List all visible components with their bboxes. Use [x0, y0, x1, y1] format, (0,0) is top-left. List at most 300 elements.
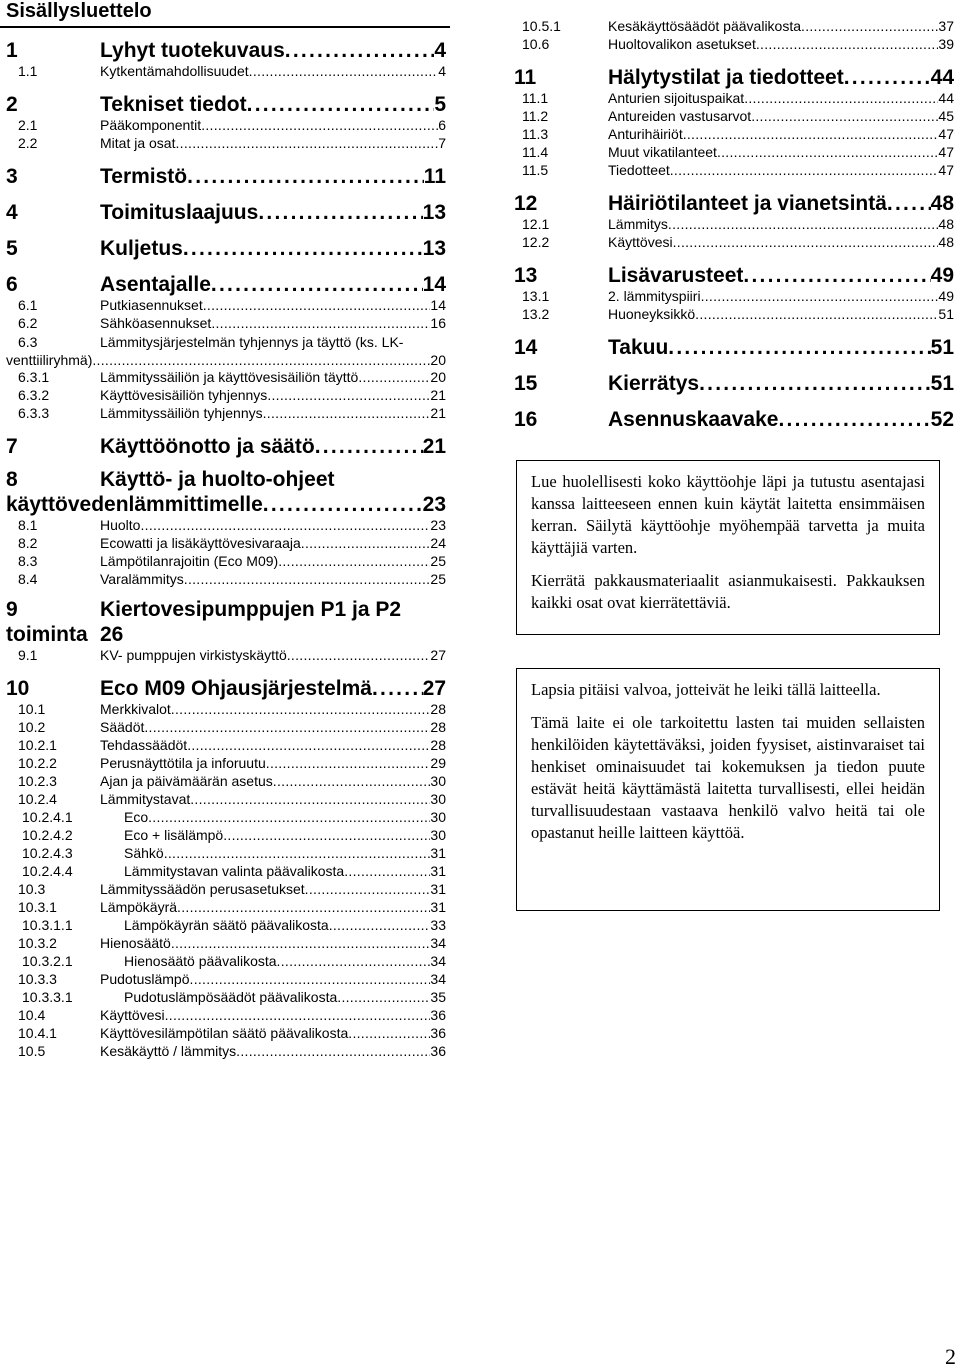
- entry-number: 6.3.1: [18, 369, 50, 385]
- toc-entry[interactable]: [6, 755, 446, 773]
- toc-entry[interactable]: [6, 1007, 446, 1025]
- leader-dots: [717, 144, 938, 160]
- entry-title: Termistö: [100, 165, 188, 188]
- entry-number: 13: [514, 264, 538, 287]
- leader-dots: [315, 435, 423, 459]
- entry-number: 10.3.1.1: [22, 917, 73, 933]
- entry-page: 52: [930, 408, 954, 431]
- toc-entry[interactable]: [6, 917, 446, 935]
- entry-page: 27: [430, 647, 446, 663]
- toc-entry[interactable]: [6, 30, 446, 63]
- toc-entry[interactable]: [6, 989, 446, 1007]
- entry-number: 10.2.4: [18, 791, 57, 807]
- toc-entry[interactable]: [6, 845, 446, 863]
- entry-page: 28: [430, 719, 446, 735]
- leader-dots: [266, 755, 431, 771]
- entry-page: 20: [430, 352, 446, 368]
- entry-title: Lyhyt tuotekuvaus: [100, 39, 285, 62]
- entry-number: 12: [514, 192, 538, 215]
- entry-number: 10.6: [522, 36, 550, 52]
- entry-page: 25: [430, 553, 446, 569]
- toc-entry[interactable]: [6, 153, 446, 189]
- toc-entry[interactable]: [514, 162, 954, 180]
- entry-title: Putkiasennukset: [100, 297, 203, 313]
- entry-page: 34: [430, 935, 446, 951]
- entry-page: 31: [430, 881, 446, 897]
- leader-dots: [267, 387, 430, 403]
- leader-dots: [247, 93, 435, 117]
- entry-number: 12.1: [522, 216, 550, 232]
- leader-dots: [148, 809, 430, 825]
- entry-title: Merkkivalot: [100, 701, 171, 717]
- entry-number: 10.1: [18, 701, 46, 717]
- toc-entry[interactable]: [6, 517, 446, 535]
- entry-title: Takuu: [608, 336, 669, 359]
- entry-page: 28: [430, 737, 446, 753]
- toc-entry[interactable]: [6, 225, 446, 261]
- toc-entry[interactable]: [6, 571, 446, 589]
- entry-number: 13.2: [522, 306, 550, 322]
- leader-dots: [329, 917, 431, 933]
- toc-entry[interactable]: [6, 315, 446, 333]
- toc-left-column: [6, 30, 446, 1061]
- toc-entry[interactable]: [6, 1025, 446, 1043]
- entry-number: 4: [6, 201, 18, 224]
- toc-entry[interactable]: [6, 261, 446, 297]
- entry-title: Tekniset tiedot: [100, 93, 247, 116]
- toc-entry[interactable]: [6, 597, 446, 647]
- entry-page: 11: [423, 165, 446, 188]
- leader-dots: [211, 273, 423, 297]
- entry-number: 10.2.3: [18, 773, 57, 789]
- leader-dots: [201, 117, 438, 133]
- entry-number: 15: [514, 372, 538, 395]
- entry-page: 21: [430, 387, 446, 403]
- entry-page: 49: [938, 288, 954, 304]
- entry-title: Asentajalle: [100, 273, 211, 296]
- entry-page: 4: [438, 63, 446, 79]
- entry-title: Anturihäiriöt: [608, 126, 683, 142]
- leader-dots: [211, 315, 430, 331]
- entry-page: 28: [430, 701, 446, 717]
- notice-paragraph: Lue huolellisesti koko käyttöohje läpi ja tutustu asentajasi kanssa laitteeseen ennen kuin käytät laitetta ensimmäisen kerran. Säilytä käyttöohje myöhempää tarvetta ja muita käyttäjiä varten.: [531, 472, 925, 557]
- entry-title: Pudotuslämpö: [100, 971, 190, 987]
- entry-page: 33: [430, 917, 446, 933]
- entry-title: Lämmityssäädön perusasetukset: [100, 881, 305, 897]
- entry-number: 11.2: [522, 108, 549, 124]
- entry-number: 10.3.2.1: [22, 953, 73, 969]
- leader-dots: [701, 288, 939, 304]
- leader-dots: [699, 372, 931, 396]
- entry-number: 8.2: [18, 535, 38, 551]
- entry-number: 10.4: [18, 1007, 46, 1023]
- leader-dots: [285, 39, 435, 63]
- entry-number: 3: [6, 165, 18, 188]
- entry-page: 4: [434, 39, 446, 62]
- leader-dots: [263, 492, 423, 517]
- entry-title: Käyttövesisäiliön tyhjennys: [100, 387, 268, 403]
- leader-dots: [348, 1025, 430, 1041]
- toc-entry[interactable]: [6, 791, 446, 809]
- leader-dots: [273, 773, 431, 789]
- toc-entry[interactable]: [514, 288, 954, 306]
- entry-page: 30: [430, 791, 446, 807]
- entry-title: Eco + lisälämpö: [124, 827, 224, 843]
- entry-number: 2.2: [18, 135, 38, 151]
- notice-paragraph: Kierrätä pakkausmateriaalit asianmukaisesti. Pakkauksen kaikki osat ovat kierrätettäviä.: [531, 571, 925, 612]
- entry-page: 34: [430, 971, 446, 987]
- toc-entry[interactable]: [6, 297, 446, 315]
- entry-number: 10.5.1: [522, 18, 561, 34]
- entry-title: Lämmitys: [608, 216, 668, 232]
- entry-number: 16: [514, 408, 538, 431]
- entry-title: Lämmitystavan valinta päävalikosta: [124, 863, 345, 879]
- toc-entry[interactable]: [6, 953, 446, 971]
- entry-number: 9.1: [18, 647, 38, 663]
- entry-number: 10.3.3: [18, 971, 57, 987]
- toc-entry[interactable]: [514, 108, 954, 126]
- leader-dots: [743, 264, 930, 288]
- entry-title: Kesäkäyttösäädöt päävalikosta: [608, 18, 802, 34]
- toc-entry[interactable]: [6, 773, 446, 791]
- leader-dots: [801, 18, 938, 34]
- toc-entry[interactable]: [6, 881, 446, 899]
- entry-title: Hienosäätö: [100, 935, 171, 951]
- entry-number: 10.2.1: [18, 737, 57, 753]
- entry-page: 14: [430, 297, 446, 313]
- entry-page: 30: [430, 773, 446, 789]
- entry-page: 21: [430, 405, 446, 421]
- toc-entry[interactable]: [6, 117, 446, 135]
- entry-page: 48: [938, 234, 954, 250]
- leader-dots: [673, 234, 939, 250]
- entry-title: Eco M09 Ohjausjärjestelmä: [100, 677, 372, 700]
- entry-title: Anturien sijoituspaikat: [608, 90, 745, 106]
- leader-dots: [92, 351, 430, 369]
- entry-page: 31: [430, 845, 446, 861]
- entry-page: 31: [430, 899, 446, 915]
- toc-entry[interactable]: [6, 423, 446, 459]
- toc-entry[interactable]: [6, 405, 446, 423]
- entry-number: 1: [6, 39, 18, 62]
- leader-dots: [372, 677, 423, 701]
- toc-entry[interactable]: [6, 369, 446, 387]
- entry-title: Lämpökäyrä: [100, 899, 178, 915]
- leader-dots: [183, 237, 423, 261]
- entry-title: Lisävarusteet: [608, 264, 744, 287]
- entry-number: 6.3.3: [18, 405, 50, 421]
- toc-entry[interactable]: [514, 324, 954, 360]
- entry-number: 10.3.3.1: [22, 989, 73, 1005]
- entry-title: Hienosäätö päävalikosta: [124, 953, 277, 969]
- entry-page: 39: [938, 36, 954, 52]
- toc-entry[interactable]: [6, 863, 446, 881]
- entry-number: 6.1: [18, 297, 38, 313]
- entry-number: 1.1: [18, 63, 38, 79]
- toc-entry[interactable]: [6, 737, 446, 755]
- toc-title: Sisällysluettelo: [6, 0, 152, 22]
- entry-title: Sähköasennukset: [100, 315, 212, 331]
- leader-dots: [751, 108, 938, 124]
- entry-page: 47: [938, 162, 954, 178]
- leader-dots: [683, 126, 939, 142]
- entry-title: Lämmityssäiliön tyhjennys: [100, 405, 263, 421]
- toc-right-column: [514, 18, 954, 432]
- entry-number: 10.2.2: [18, 755, 57, 771]
- toc-entry[interactable]: [514, 234, 954, 252]
- leader-dots: [668, 216, 939, 232]
- toc-entry[interactable]: [6, 647, 446, 665]
- entry-page: 25: [430, 571, 446, 587]
- page-number: 2: [945, 1344, 956, 1369]
- entry-page: 29: [430, 755, 446, 771]
- leader-dots: [287, 647, 431, 663]
- leader-dots: [278, 553, 430, 569]
- toc-entry[interactable]: [6, 809, 446, 827]
- leader-dots: [670, 162, 939, 178]
- entry-title: Käyttövesi: [608, 234, 673, 250]
- entry-page: 44: [938, 90, 954, 106]
- entry-number: 8.3: [18, 553, 38, 569]
- entry-number: 10.5: [18, 1043, 46, 1059]
- entry-title: Huolto: [100, 517, 141, 533]
- entry-title: Käyttö- ja huolto-ohjeet: [100, 468, 335, 491]
- leader-dots: [187, 737, 430, 753]
- entry-number: 13.1: [522, 288, 550, 304]
- leader-dots: [844, 66, 931, 90]
- entry-page: 47: [938, 126, 954, 142]
- leader-dots: [175, 135, 438, 151]
- entry-number: 10.2.4.1: [22, 809, 73, 825]
- entry-title: Ajan ja päivämäärän asetus: [100, 773, 273, 789]
- leader-dots: [887, 192, 931, 216]
- toc-entry[interactable]: [514, 18, 954, 36]
- entry-title: Lämmitystavat: [100, 791, 191, 807]
- notice-box-safety: [516, 668, 940, 911]
- entry-number: 2.1: [18, 117, 38, 133]
- entry-title: Säädöt: [100, 719, 145, 735]
- toc-entry[interactable]: [514, 36, 954, 54]
- entry-number: 11: [514, 66, 537, 89]
- entry-title: Kiertovesipumppujen P1 ja P2: [100, 598, 402, 621]
- entry-number: 10.2.4.2: [22, 827, 73, 843]
- entry-title-cont: venttiiliryhmä): [6, 352, 93, 368]
- entry-title: Lämmitysjärjestelmän tyhjennys ja täyttö (ks. LK-: [100, 334, 404, 350]
- toc-entry[interactable]: [6, 553, 446, 571]
- entry-title: Käyttövesilämpötilan säätö päävalikosta: [100, 1025, 349, 1041]
- leader-dots: [140, 517, 430, 533]
- entry-number: 11.3: [522, 126, 549, 142]
- entry-page: 51: [938, 306, 954, 322]
- entry-number: 8: [6, 468, 18, 491]
- entry-number: 8.4: [18, 571, 38, 587]
- leader-dots: [171, 935, 431, 951]
- entry-page: 24: [430, 535, 446, 551]
- entry-number: 12.2: [522, 234, 550, 250]
- entry-number: 11.4: [522, 144, 549, 160]
- entry-title: Lämmityssäiliön ja käyttövesisäiliön täyttö: [100, 369, 359, 385]
- entry-title: Huoneyksikkö: [608, 306, 696, 322]
- toc-entry[interactable]: [514, 90, 954, 108]
- toc-entry[interactable]: [514, 126, 954, 144]
- entry-page: 23: [430, 517, 446, 533]
- leader-dots: [277, 953, 431, 969]
- leader-dots: [190, 971, 431, 987]
- entry-number: 6.2: [18, 315, 38, 331]
- entry-title: Perusnäyttötila ja inforuutu: [100, 755, 266, 771]
- leader-dots: [778, 408, 930, 432]
- notice-box-reading: [516, 460, 940, 635]
- leader-dots: [171, 701, 431, 717]
- toc-entry[interactable]: [6, 535, 446, 553]
- entry-number: 10.4.1: [18, 1025, 57, 1041]
- entry-number: 6.3.2: [18, 387, 50, 403]
- entry-page: 30: [430, 827, 446, 843]
- entry-title: Varalämmitys: [100, 571, 184, 587]
- entry-page: 16: [430, 315, 446, 331]
- entry-title: Eco: [124, 809, 149, 825]
- entry-number: 2: [6, 93, 18, 116]
- leader-dots: [203, 297, 431, 313]
- toc-entry[interactable]: [6, 1043, 446, 1061]
- entry-title: Kytkentämahdollisuudet: [100, 63, 249, 79]
- toc-entry[interactable]: [514, 360, 954, 396]
- entry-page: 13: [422, 201, 446, 224]
- toc-entry[interactable]: [6, 63, 446, 81]
- entry-number: 5: [6, 237, 18, 260]
- leader-dots: [184, 571, 431, 587]
- entry-title: Käyttövesi: [100, 1007, 165, 1023]
- entry-page: 6: [438, 117, 446, 133]
- entry-page: 34: [430, 953, 446, 969]
- leader-dots: [344, 863, 430, 879]
- toc-entry[interactable]: [6, 189, 446, 225]
- toc-entry[interactable]: [514, 306, 954, 324]
- entry-title: Lämpötilanrajoitin (Eco M09): [100, 553, 279, 569]
- entry-title: Pudotuslämpösäädöt päävalikosta: [124, 989, 338, 1005]
- entry-number: 6.3: [18, 334, 38, 350]
- entry-page: 36: [430, 1043, 446, 1059]
- toc-entry[interactable]: [6, 135, 446, 153]
- entry-number: 8.1: [18, 517, 38, 533]
- leader-dots: [744, 90, 938, 106]
- leader-dots: [263, 405, 431, 421]
- entry-title: Tiedotteet: [608, 162, 670, 178]
- leader-dots: [337, 989, 430, 1005]
- entry-number: 14: [514, 336, 538, 359]
- entry-number: 11.1: [522, 90, 549, 106]
- entry-title-cont: käyttövedenlämmittimelle: [6, 493, 263, 516]
- toc-entry[interactable]: [6, 827, 446, 845]
- entry-title: Kuljetus: [100, 237, 183, 260]
- entry-page: 49: [930, 264, 954, 287]
- entry-number: 11.5: [522, 162, 549, 178]
- entry-page: 44: [930, 66, 954, 89]
- toc-entry[interactable]: [6, 387, 446, 405]
- entry-number: 10.2: [18, 719, 46, 735]
- entry-page: 23: [422, 493, 446, 516]
- toc-entry[interactable]: [6, 971, 446, 989]
- entry-page: 47: [938, 144, 954, 160]
- entry-title: Sähkö: [124, 845, 164, 861]
- leader-dots: [358, 369, 430, 385]
- leader-dots: [301, 535, 431, 551]
- entry-number: 9: [6, 598, 18, 621]
- entry-page: 13: [422, 237, 446, 260]
- entry-number: 7: [6, 435, 18, 458]
- entry-title: Antureiden vastusarvot: [608, 108, 752, 124]
- leader-dots: [144, 719, 430, 735]
- entry-title: Lämpökäyrän säätö päävalikosta: [124, 917, 329, 933]
- entry-number: 10: [6, 677, 30, 700]
- entry-title: 2. lämmityspiiri: [608, 288, 701, 304]
- toc-entry[interactable]: [514, 216, 954, 234]
- toc-entry[interactable]: [6, 81, 446, 117]
- toc-entry[interactable]: [514, 252, 954, 288]
- entry-title: Tehdassäädöt: [100, 737, 188, 753]
- toc-entry[interactable]: [6, 899, 446, 917]
- toc-entry[interactable]: [6, 701, 446, 719]
- entry-title: Mitat ja osat: [100, 135, 176, 151]
- entry-title-cont: toiminta: [6, 623, 88, 646]
- entry-page: 31: [430, 863, 446, 879]
- toc-entry[interactable]: [6, 467, 446, 517]
- leader-dots: [165, 1007, 431, 1023]
- toc-entry[interactable]: [6, 935, 446, 953]
- toc-entry[interactable]: [514, 144, 954, 162]
- entry-title: Muut vikatilanteet: [608, 144, 717, 160]
- leader-dots: [305, 881, 431, 897]
- entry-title: Kesäkäyttö / lämmitys: [100, 1043, 237, 1059]
- notice-paragraph: Tämä laite ei ole tarkoitettu lasten tai muiden sellaisten henkilöiden käytettäväksi, joiden fyysiset, aistinvaraiset tai henkiset ominaisuudet tai kokemuksen ja tiedon puute estävät heitä käyttämästä laitetta turvallisesti, ellei heidän turvallisuudestaan vastaava henkilö valvo heitä tai ole opastanut heille laitteen käyttöä.: [531, 713, 925, 842]
- entry-page: 48: [938, 216, 954, 232]
- entry-page: 36: [430, 1007, 446, 1023]
- leader-dots: [190, 791, 430, 807]
- entry-title: Toimituslaajuus: [100, 201, 259, 224]
- leader-dots: [695, 306, 938, 322]
- leader-dots: [249, 63, 439, 79]
- entry-title: Kierrätys: [608, 372, 700, 395]
- entry-title: Asennuskaavake: [608, 408, 779, 431]
- entry-page: 5: [434, 93, 446, 116]
- entry-page: 14: [422, 273, 446, 296]
- toc-entry[interactable]: [514, 180, 954, 216]
- entry-page: 51: [930, 336, 954, 359]
- toc-entry[interactable]: [6, 333, 446, 369]
- toc-entry[interactable]: [514, 396, 954, 432]
- entry-page: 30: [430, 809, 446, 825]
- entry-title: Huoltovalikon asetukset: [608, 36, 756, 52]
- entry-page: 21: [422, 435, 446, 458]
- entry-page: 36: [430, 1025, 446, 1041]
- toc-entry[interactable]: [6, 719, 446, 737]
- leader-dots: [177, 899, 430, 915]
- toc-entry[interactable]: [514, 54, 954, 90]
- entry-page: 48: [930, 192, 954, 215]
- notice-paragraph: Lapsia pitäisi valvoa, jotteivät he leiki tällä laitteella.: [531, 680, 881, 699]
- entry-title: Ecowatti ja lisäkäyttövesivaraaja: [100, 535, 301, 551]
- entry-page: 37: [938, 18, 954, 34]
- leader-dots: [756, 36, 939, 52]
- toc-entry[interactable]: [6, 665, 446, 701]
- entry-number: 10.3.2: [18, 935, 57, 951]
- leader-dots: [236, 1043, 430, 1059]
- leader-dots: [223, 827, 430, 843]
- entry-number: 10.3: [18, 881, 46, 897]
- entry-title: Hälytystilat ja tiedotteet: [608, 66, 844, 89]
- entry-number: 10.3.1: [18, 899, 57, 915]
- entry-title: KV- pumppujen virkistyskäyttö: [100, 647, 287, 663]
